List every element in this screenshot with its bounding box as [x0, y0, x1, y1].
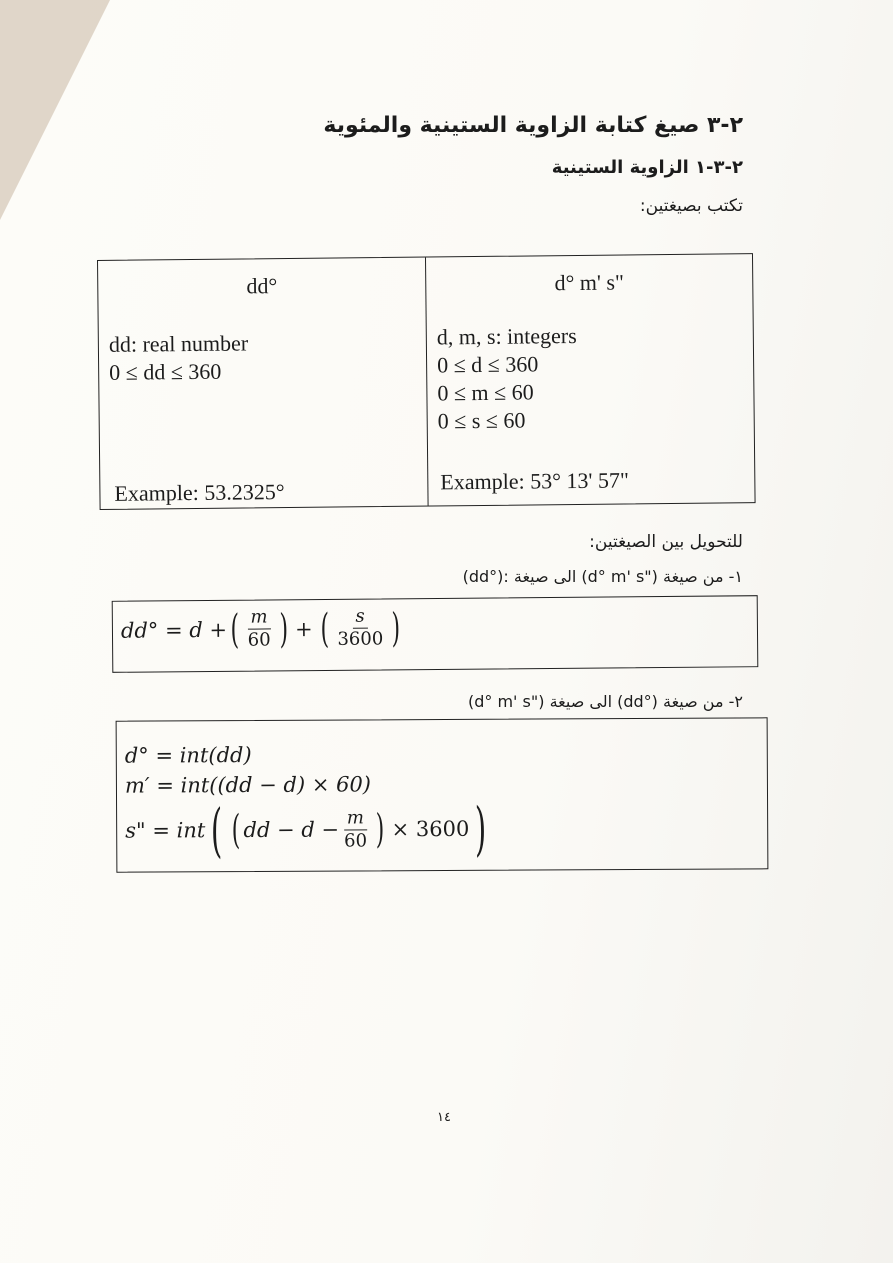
- formula-seconds-rhs: × 3600: [391, 816, 470, 842]
- formula-dd-lhs: dd° = d +: [120, 617, 228, 643]
- paren-close-icon: ): [278, 605, 288, 652]
- paren-open-icon: (: [231, 807, 241, 854]
- column-body-dms: [437, 322, 578, 435]
- fraction-denominator: 60: [344, 829, 368, 852]
- constraint-d: 0 ≤ d ≤ 360: [436, 351, 539, 378]
- dms-column: [426, 254, 755, 505]
- paren-close-icon: ): [474, 794, 487, 863]
- example-dd: Example: 53.2325°: [114, 479, 285, 506]
- fraction-denominator: 60: [247, 629, 271, 651]
- paren-open-icon: (: [230, 606, 240, 653]
- fraction-denominator: 3600: [337, 628, 384, 650]
- formula-box-dms-to-dd: [112, 595, 759, 673]
- conversion-2-to: (d° m' s"): [467, 692, 545, 711]
- constraint-m: 0 ≤ m ≤ 60: [437, 379, 534, 406]
- formula-seconds-inner: dd − d −: [243, 817, 340, 843]
- section-heading: ٢-٣ صيغ كتابة الزاوية الستينية والمئوية: [323, 113, 743, 138]
- formats-table: [97, 253, 756, 510]
- column-header-dd: dd°: [246, 273, 278, 299]
- example-dms: Example: 53° 13' 57": [440, 467, 630, 495]
- intro-text: تكتب بصيغتين:: [639, 196, 743, 216]
- page-number: ١٤: [437, 1110, 451, 1125]
- conversion-2-mid: الى صيغة: [549, 692, 613, 711]
- definition-dd: dd: real number: [108, 330, 249, 357]
- paren-open-icon: (: [210, 796, 223, 865]
- formula-degrees: d° = int(dd): [124, 742, 252, 768]
- formula-seconds-lhs: s" = int: [125, 818, 206, 843]
- column-body-dd: [109, 329, 249, 386]
- paren-close-icon: ): [391, 604, 401, 651]
- conversion-1-prefix: ١- من صيغة: [663, 567, 743, 586]
- conversion-1-label: [463, 567, 743, 586]
- plus-sign: +: [295, 616, 313, 641]
- fraction-s-over-3600: [334, 605, 386, 650]
- subsection-heading: ٢-٣-١ الزاوية الستينية: [551, 157, 743, 178]
- formula-box-dd-to-dms: [116, 717, 769, 872]
- column-header-dms: d° m' s": [554, 269, 625, 296]
- conversion-2-from: (dd°): [617, 692, 658, 711]
- conversion-2-label: [468, 692, 743, 711]
- paren-open-icon: (: [320, 605, 330, 652]
- fraction-numerator: m: [247, 606, 270, 629]
- paren-close-icon: ): [375, 806, 385, 853]
- conversion-1-to: (dd°):: [462, 567, 509, 586]
- formula-minutes: m′ = int((dd − d) × 60): [124, 772, 372, 798]
- decimal-degrees-column: [98, 258, 429, 509]
- conversion-2-prefix: ٢- من صيغة: [663, 692, 743, 711]
- conversion-1-from: (d° m' s"): [581, 567, 658, 586]
- fraction-m-over-60: [341, 807, 370, 852]
- fraction-numerator: s: [352, 606, 367, 629]
- formula-seconds: [125, 794, 492, 865]
- conversion-intro: للتحويل بين الصيغتين:: [589, 532, 743, 552]
- definition-dms: d, m, s: integers: [436, 322, 577, 350]
- formula-dd: [121, 605, 404, 652]
- conversion-1-mid: الى صيغة: [513, 567, 577, 586]
- constraint-dd: 0 ≤ dd ≤ 360: [109, 358, 222, 385]
- fraction-numerator: m: [344, 807, 367, 830]
- page-corner-shadow: [0, 0, 110, 220]
- fraction-m-over-60: [244, 606, 273, 651]
- constraint-s: 0 ≤ s ≤ 60: [437, 407, 526, 434]
